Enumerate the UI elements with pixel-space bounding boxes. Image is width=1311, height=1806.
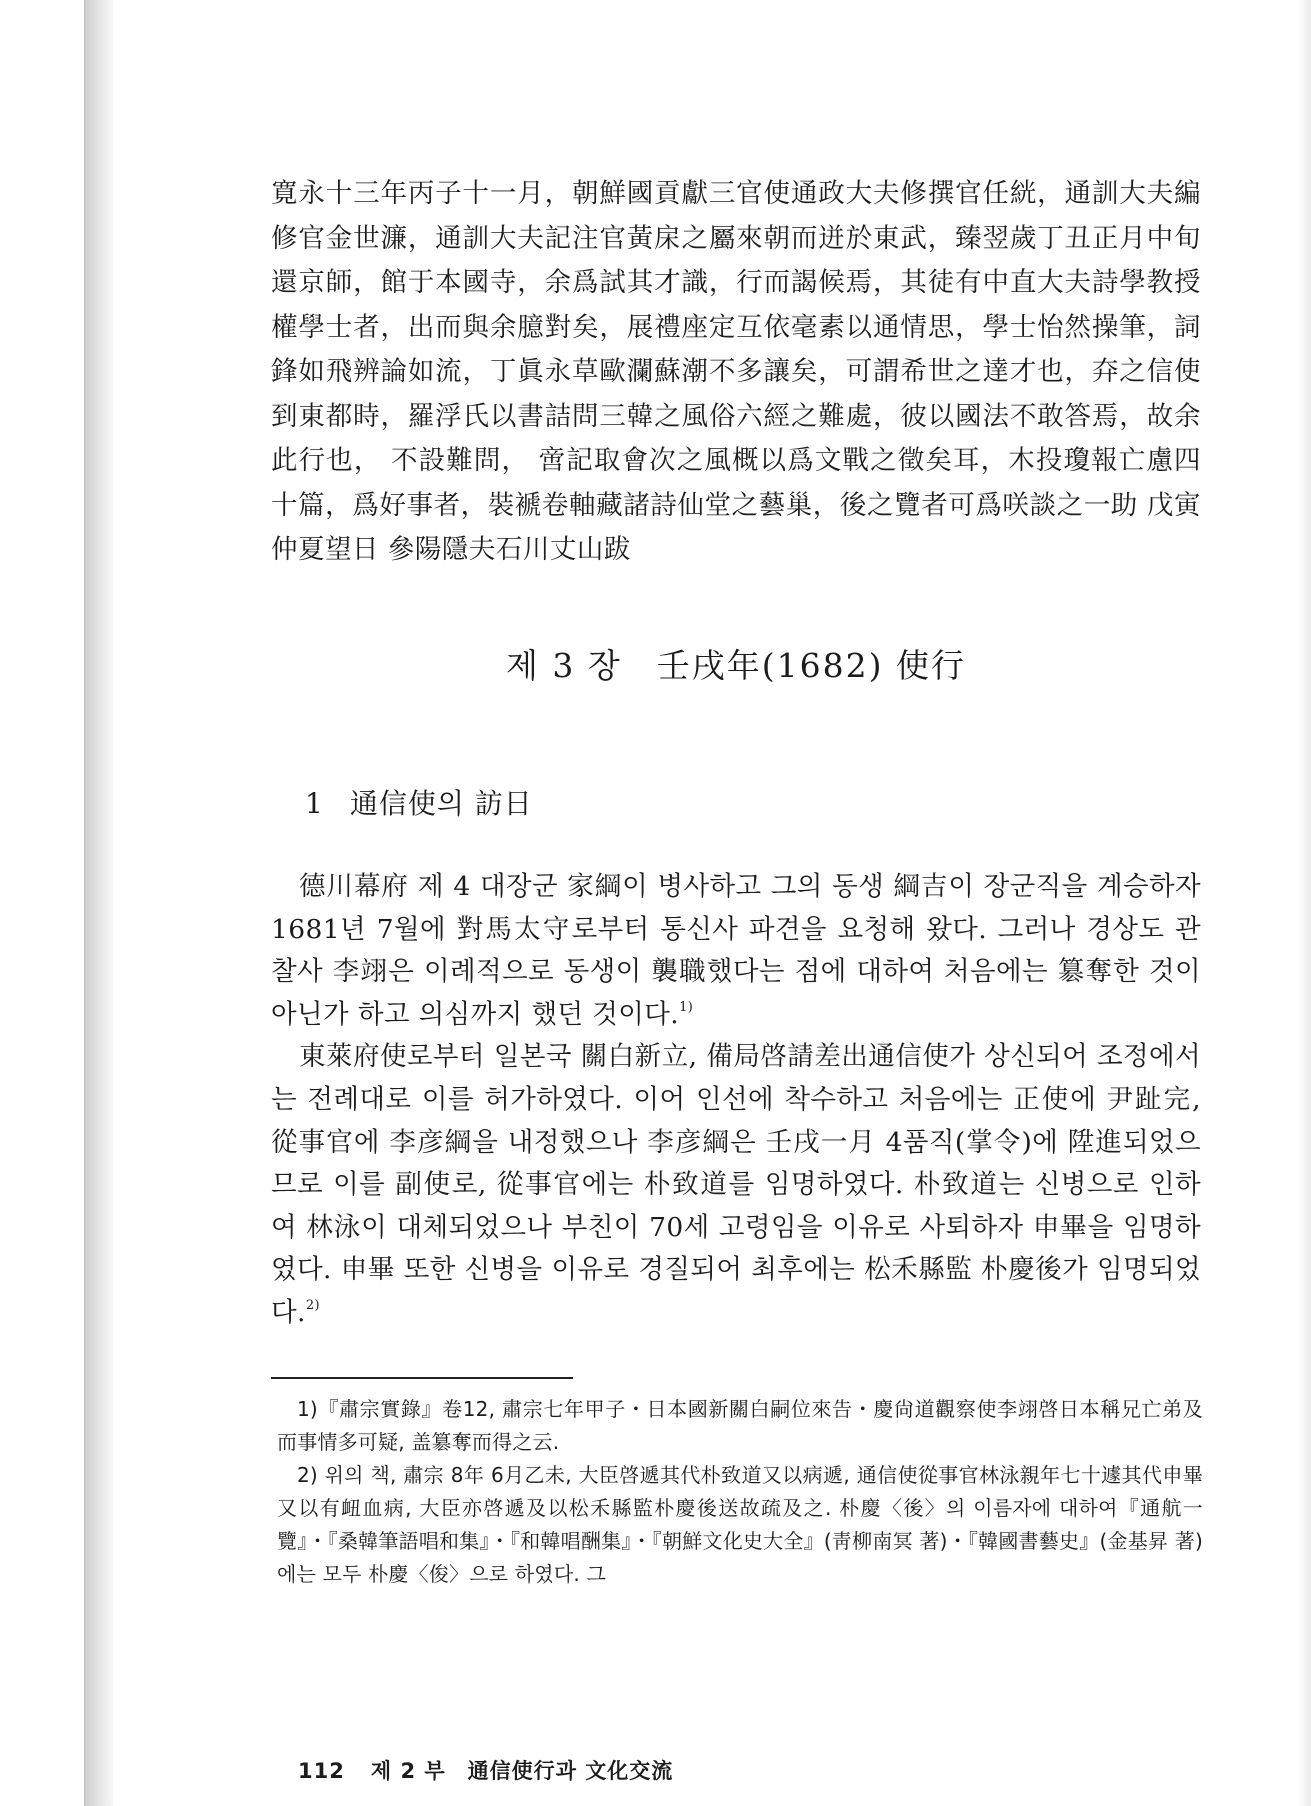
paragraph-1 — [271, 866, 1201, 1036]
paragraph-1-text: 德川幕府 제 4 대장군 家綱이 병사하고 그의 동생 綱吉이 장군직을 계승하자 1681년 7월에 對馬太守로부터 통신사 파견을 요청해 왔다. 그러나 경상도 관찰사 李翊은 이례적으로 동생이 襲職했다는 점에 대하여 처음에는 簒奪한 것이 아닌가 하고 의심까지 했던 것이다. — [271, 871, 1201, 1030]
footnote-ref-1[interactable]: 1) — [679, 999, 694, 1015]
section-title: 通信使의 訪日 — [349, 787, 533, 820]
footer-title: 通信使行과 文化交流 — [467, 1759, 674, 1783]
chapter-title: 제 3 장 壬戌年(1682) 使行 — [506, 646, 966, 685]
quote-text: 寛永十三年丙子十一月，朝鮮國貢獻三官使通政大夫修撰官任絖，通訓大夫編修官金世濂，通訓大夫記注官黃㦿之屬來朝而迸於東武，臻翌歲丁丑正月中旬還京師，館于本國寺，余爲試其才識，行而謁候焉，其徒有中直大夫詩學教授權學士者，出而與余臆對矣，展禮座定互依毫素以通情思，學士怡然操筆，詞鋒如飛辨論如流，丁眞永草歐瀾蘇潮不多讓矣，可謂希世之達才也，㚏之信使到東都時，羅浮氏以書詰問三韓之風俗六經之難處，彼以國法不敢答焉，故余此行也， 不設難問， 啻記取會次之風概以爲文戰之徵矣耳，木投瓊報亡慮四十篇，爲好事者，裝褫卷軸藏諸詩仙堂之藝巢，後之覽者可爲咲談之一助 戊寅仲夏望日 參陽隱夫石川丈山跋 — [271, 178, 1201, 565]
footnote-2: 2) 위의 책, 肅宗 8年 6月乙未, 大臣啓遞其代朴致道又以病遞, 通信使從事官林泳親年七十遽其代申畢又以有衄血病, 大臣亦啓遞及以松禾縣監朴慶後送故疏及之. 朴慶〈後〉의 이름자에 대하여『通航一覽』・『桑韓筆語唱和集』・『和韓唱酬集』・『朝鮮文化史大全』(靑柳南冥 著)・『韓國書藝史』(金基昇 著)에는 모두 朴慶〈俊〉으로 하였다. 그 — [277, 1463, 1203, 1586]
footnote-divider — [271, 1377, 573, 1379]
paragraph-2-text: 東萊府使로부터 일본국 關白新立, 備局啓請差出通信使가 상신되어 조정에서는 전례대로 이를 허가하였다. 이어 인선에 착수하고 처음에는 正使에 尹趾完, 從事官에 李彦綱을 내정했으나 李彦綱은 壬戌一月 4품직(掌令)에 陞進되었으므로 이를 副使로, 從事官에는 朴致道를 임명하였다. 朴致道는 신병으로 인하여 林泳이 대체되었으나 부친이 70세 고령임을 이유로 사퇴하자 申畢을 임명하였다. 申畢 또한 신병을 이유로 경질되어 최후에는 松禾縣監 朴慶後가 임명되었다. — [271, 1041, 1201, 1328]
page-edge — [84, 0, 113, 1806]
footnote-1: 1)『肅宗實錄』卷12, 肅宗七年甲子・日本國新關白嗣位來告・慶尙道觀察使李翊啓日本稱兄亡弟及而事情多可疑, 盖簒奪而得之云. — [277, 1397, 1203, 1454]
footnote-ref-2[interactable]: 2) — [305, 1297, 320, 1313]
body-text — [271, 866, 1201, 1335]
page-number: 112 — [298, 1759, 345, 1783]
footer-part: 제 2 부 — [370, 1759, 446, 1783]
page-right-edge — [1297, 0, 1311, 1806]
page-footer — [298, 1755, 673, 1785]
footnotes — [277, 1393, 1203, 1591]
quote-block — [271, 172, 1201, 573]
section-heading — [305, 782, 533, 822]
paragraph-2 — [271, 1036, 1201, 1334]
section-number: 1 — [305, 787, 324, 820]
